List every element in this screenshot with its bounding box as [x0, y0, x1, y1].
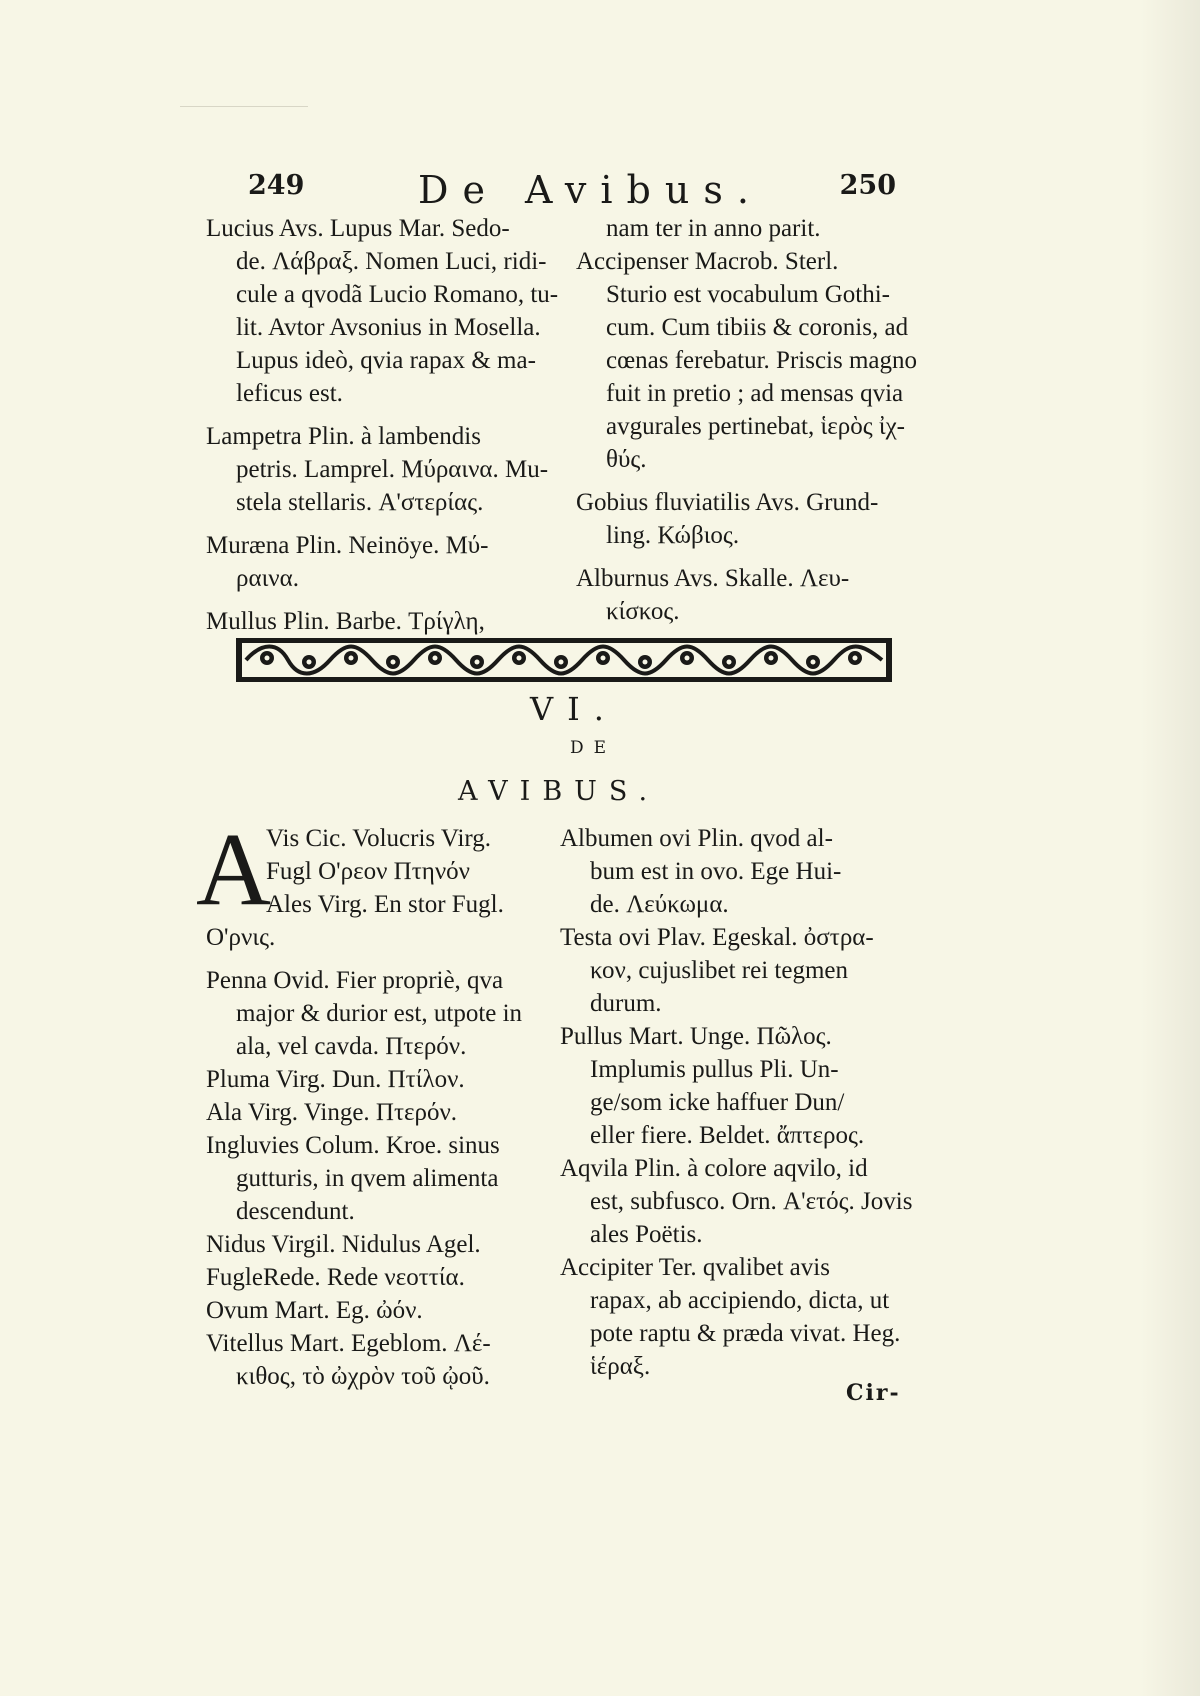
col2-line: Sturio est vocabulum Gothi-: [606, 281, 890, 308]
col3-line: κιθος, τὸ ὠχρὸν τοῦ ᾠοῦ.: [236, 1363, 490, 1390]
col1-line: cule a qvodã Lucio Romano, tu-: [236, 281, 559, 308]
col4-line: rapax, ab accipiendo, dicta, ut: [590, 1287, 890, 1314]
col1-line: Lucius Avs. Lupus Mar. Sedo-: [206, 215, 510, 242]
col2-line: Alburnus Avs. Skalle. Λευ-: [576, 565, 850, 592]
col3-line: Nidus Virgil. Nidulus Agel.: [206, 1231, 481, 1258]
col4-line: ge/som icke haffuer Dun/: [590, 1089, 845, 1116]
col4-line: est, subfusco. Orn. Α'ετός. Jovis: [590, 1188, 913, 1215]
col4-line: durum.: [590, 990, 662, 1017]
col1-line: petris. Lamprel. Μύραινα. Mu-: [236, 456, 549, 483]
col3-line: Ingluvies Colum. Kroe. sinus: [206, 1132, 500, 1159]
section-title: AVIBUS.: [458, 776, 660, 807]
col2-line: avgurales pertinebat, ἱερὸς ἰχ-: [606, 413, 905, 440]
col4-line: Albumen ovi Plin. qvod al-: [560, 825, 833, 852]
col2-line: ling. Κώβιος.: [606, 522, 740, 549]
col2-line: Accipenser Macrob. Sterl.: [576, 248, 839, 275]
running-title: De Avibus.: [418, 168, 763, 212]
col1-line: ραινα.: [236, 565, 299, 592]
drop-cap: A: [196, 812, 272, 927]
col1-line: leficus est.: [236, 380, 343, 407]
col3-line: Pluma Virg. Dun. Πτίλον.: [206, 1066, 465, 1093]
col4-line: eller fiere. Beldet. ἄπτερος.: [590, 1122, 865, 1149]
catchword: Cir-: [846, 1380, 901, 1406]
col4-line: bum est in ovo. Ege Hui-: [590, 858, 842, 885]
col3-line: Vitellus Mart. Egeblom. Λέ-: [206, 1330, 491, 1357]
col2-line: cum. Cum tibiis & coronis, ad: [606, 314, 909, 341]
col3-line: descendunt.: [236, 1198, 355, 1225]
col2-line: fuit in pretio ; ad mensas qvia: [606, 380, 904, 407]
col4-line: ales Poëtis.: [590, 1221, 703, 1248]
col3-line: Penna Ovid. Fier propriè, qva: [206, 967, 504, 994]
column-4: [560, 822, 912, 1383]
col1-line: lit. Avtor Avsonius in Mosella.: [236, 314, 541, 341]
right-page-number: 250: [839, 170, 896, 201]
scan-hairline: [180, 106, 308, 107]
col2-line: cœnas ferebatur. Priscis magno: [606, 347, 918, 374]
col2-line: κίσκος.: [606, 598, 680, 625]
col4-line: Implumis pullus Pli. Un-: [590, 1056, 839, 1083]
col3-line: Ala Virg. Vinge. Πτερόν.: [206, 1099, 458, 1126]
ornamental-border: [232, 636, 896, 684]
col4-line: Aqvila Plin. à colore aqvilo, id: [560, 1155, 868, 1182]
col1-line: Lampetra Plin. à lambendis: [206, 423, 481, 450]
col3-line: Ovum Mart. Eg. ὠόν.: [206, 1297, 423, 1324]
col4-line: Pullus Mart. Unge. Πῶλος.: [560, 1023, 832, 1050]
col4-line: de. Λεύκωμα.: [590, 891, 729, 918]
col3-line: Fugl Ο'ρεον Πτηνόν: [266, 858, 470, 885]
col4-line: Accipiter Ter. qvalibet avis: [560, 1254, 830, 1281]
col4-line: κον, cujuslibet rei tegmen: [590, 957, 849, 984]
col3-line: ala, vel cavda. Πτερόν.: [236, 1033, 467, 1060]
col3-line: Ales Virg. En stor Fugl.: [266, 891, 504, 918]
col4-line: pote raptu & præda vivat. Heg.: [590, 1320, 901, 1347]
col2-line: nam ter in anno parit.: [606, 215, 821, 242]
col3-line: Ο'ρνις.: [206, 924, 276, 951]
col2-line: Gobius fluviatilis Avs. Grund-: [576, 489, 879, 516]
section-de: DE: [570, 738, 617, 758]
col1-line: Lupus ideò, qvia rapax & ma-: [236, 347, 536, 374]
col3-line: gutturis, in qvem alimenta: [236, 1165, 499, 1192]
col1-line: stela stellaris. Α'στερίας.: [236, 489, 484, 516]
col1-line: Muræna Plin. Neinöye. Μύ-: [206, 532, 489, 559]
column-3: [206, 822, 522, 1393]
col2-line: θύς.: [606, 446, 647, 473]
col4-line: ἱέραξ.: [590, 1353, 651, 1380]
col1-line: de. Λάβραξ. Nomen Luci, ridi-: [236, 248, 547, 275]
col1-line: Mullus Plin. Barbe. Τρίγλη,: [206, 608, 485, 635]
page-header: [240, 168, 900, 218]
col4-line: Testa ovi Plav. Egeskal. ὀστρα-: [560, 924, 874, 951]
left-page-number: 249: [248, 170, 305, 201]
column-2: [576, 212, 917, 628]
col3-line: major & durior est, utpote in: [236, 1000, 523, 1027]
column-1: [206, 212, 558, 638]
col3-line: FugleRede. Rede νεοττία.: [206, 1264, 465, 1291]
page-edge-shadow: [1140, 0, 1200, 1696]
col3-line: Vis Cic. Volucris Virg.: [266, 825, 492, 852]
section-number: VI.: [530, 690, 618, 728]
